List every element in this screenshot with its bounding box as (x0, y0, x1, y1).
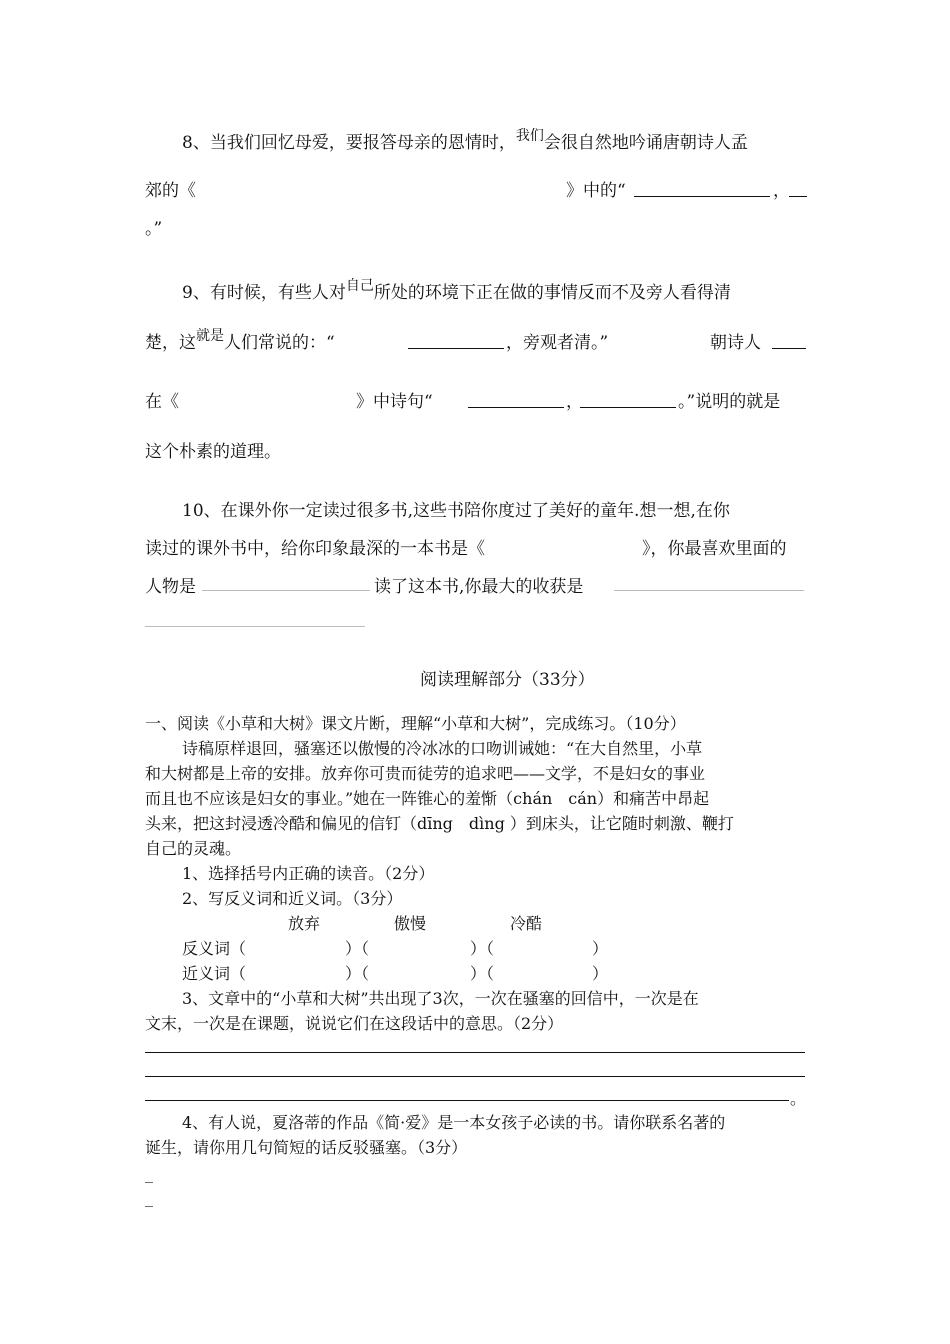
q9-line4 (145, 437, 281, 462)
q4-answer-dash-2-text: _ (145, 1188, 153, 1207)
antonym-paren-3-text: ） (592, 939, 609, 958)
q9-line3-b-wrap (356, 387, 433, 412)
q9-blank-3[interactable] (580, 389, 676, 408)
synonym-paren-1-text: ）（ (345, 964, 370, 983)
word-1-text: 放弃 (288, 914, 321, 933)
antonym-label (182, 936, 246, 959)
passage-line-4 (145, 811, 734, 834)
antonym-label-text: 反义词（ (182, 939, 247, 958)
word-3-text: 冷酷 (510, 914, 543, 933)
q8-text-b: 会很自然地吟诵唐朝诗人孟 (543, 133, 748, 153)
passage-line-2 (145, 761, 705, 784)
q9-line2-b: 人们常说的：“ (224, 333, 335, 353)
reading-q3-line2 (145, 1011, 563, 1034)
word-fangqi (288, 911, 320, 934)
q10-blank-gain-1[interactable] (614, 590, 804, 591)
antonym-paren-1-text: ）（ (345, 939, 370, 958)
reading-heading (145, 711, 686, 734)
q9-blank-2[interactable] (468, 389, 564, 408)
q10-blank-gain-2[interactable] (145, 626, 365, 627)
reading-q2 (182, 886, 402, 909)
synonym-label-text: 近义词（ (182, 964, 247, 983)
word-aoman (394, 911, 426, 934)
q9-raised-word: 自己 (345, 278, 374, 294)
reading-q4-line2 (145, 1135, 467, 1158)
q8-raised-word: 我们 (515, 128, 544, 144)
synonym-paren-3 (592, 961, 608, 984)
reading-q4-line1 (182, 1110, 725, 1133)
q8-blank-1[interactable] (634, 178, 770, 197)
q9-line3-d: 。”说明的就是 (678, 392, 781, 412)
q10-line2-a: 读过的课外书中，给你印象最深的一本书是《 (145, 539, 485, 559)
passage-line-3 (145, 786, 709, 809)
word-lengku (510, 911, 542, 934)
q10-line2-a-wrap (145, 534, 485, 559)
q10-line1 (182, 496, 730, 521)
passage-line-4-text: 头来，把这封浸透冷酷和偏见的信钉（dīng dìng ）到床头，让它随时刺激、鞭打 (145, 814, 734, 833)
q9-line2 (145, 328, 335, 353)
q8-line2-b-wrap (566, 176, 626, 201)
reading-q3-line2-text: 文末，一次是在课题，说说它们在这段话中的意思。（2分） (145, 1014, 564, 1033)
q9-line2-d: 朝诗人 (710, 333, 761, 353)
q10-line3-a: 人物是 (145, 577, 196, 597)
q3-end-period-text: 。 (790, 1089, 807, 1108)
q8-line1 (182, 128, 748, 153)
q9-line4-text: 这个朴素的道理。 (145, 442, 281, 462)
synonym-paren-2 (470, 961, 494, 984)
passage-line-2-text: 和大树都是上帝的安排。放弃你可贵而徒劳的追求吧——文学，不是妇女的事业 (145, 764, 706, 783)
q8-line2 (145, 176, 196, 201)
reading-q1-text: 1、选择括号内正确的读音。（2分） (182, 864, 435, 883)
q8-text-a: 8、当我们回忆母爱，要报答母亲的恩情时， (182, 133, 516, 153)
q4-answer-dash-2[interactable] (145, 1188, 153, 1207)
q10-line1-text: 10、在课外你一定读过很多书,这些书陪你度过了美好的童年.想一想,在你 (182, 501, 730, 521)
q9-text-b: 所处的环境下正在做的事情反而不及旁人看得清 (373, 283, 731, 303)
reading-heading-text: 一、阅读《小草和大树》课文片断，理解“小草和大树”，完成练习。（10分） (145, 714, 686, 733)
synonym-paren-2-text: ）（ (470, 964, 495, 983)
q8-line3-text: 。” (145, 219, 163, 239)
q9-line2-c: ，旁观者清。” (506, 333, 609, 353)
reading-q2-text: 2、写反义词和近义词。（3分） (182, 889, 403, 908)
passage-line-1-text: 诗稿原样退回，骚塞还以傲慢的冷冰冰的口吻训诫她：“在大自然里，小草 (182, 739, 703, 758)
q10-blank-character[interactable] (202, 590, 370, 591)
q9-line2-d-wrap (710, 328, 761, 353)
q8-comma (773, 176, 790, 201)
antonym-paren-2 (470, 936, 494, 959)
q8-line2-a: 郊的《 (145, 181, 196, 201)
q8-comma-text: ， (773, 181, 790, 201)
reading-q3-line1 (182, 986, 699, 1009)
reading-q3-line1-text: 3、文章中的“小草和大树”共出现了3次，一次在骚塞的回信中，一次是在 (182, 989, 699, 1008)
q9-line2-c-wrap (506, 328, 608, 353)
section-title (420, 665, 595, 690)
q10-line3-b: 读了这本书,你最大的收获是 (374, 577, 584, 597)
reading-q1 (182, 861, 434, 884)
q4-answer-dash-1-text: _ (145, 1164, 153, 1183)
passage-line-5-text: 自己的灵魂。 (145, 839, 242, 858)
antonym-paren-3 (592, 936, 608, 959)
q4-answer-dash-1[interactable] (145, 1164, 153, 1183)
q9-blank-poet[interactable] (772, 330, 806, 349)
reading-q4-line1-text: 4、有人说，夏洛蒂的作品《简·爱》是一本女孩子必读的书。请你联系名著的 (182, 1113, 726, 1132)
synonym-paren-1 (345, 961, 369, 984)
q10-line3-b-wrap (374, 572, 583, 597)
q3-answer-line-1[interactable] (145, 1052, 805, 1053)
synonym-paren-3-text: ） (592, 964, 609, 983)
q9-raised-word-2: 就是 (196, 328, 224, 344)
antonym-paren-2-text: ）（ (470, 939, 495, 958)
q9-line3-c: ， (566, 392, 583, 412)
q10-line2-b: 》，你最喜欢里面的 (642, 539, 787, 559)
q10-line3-a-wrap (145, 572, 196, 597)
q9-line3-d-wrap (678, 387, 780, 412)
q9-blank-1[interactable] (408, 330, 504, 349)
synonym-label (182, 961, 246, 984)
q8-line3 (145, 214, 162, 239)
q9-line3-b: 》中诗句“ (356, 392, 433, 412)
q8-line2-b: 》中的“ (566, 181, 626, 201)
q3-answer-line-3[interactable] (145, 1100, 789, 1101)
q9-line2-a: 楚，这 (145, 333, 196, 353)
q8-blank-2[interactable] (789, 178, 807, 197)
passage-line-5 (145, 836, 241, 859)
q9-line3-a: 在《 (145, 392, 179, 412)
reading-q4-line2-text: 诞生，请你用几句简短的话反驳骚塞。（3分） (145, 1138, 468, 1157)
q9-text-a: 9、有时候，有些人对 (182, 283, 346, 303)
antonym-paren-1 (345, 936, 369, 959)
q9-line3-a-wrap (145, 387, 179, 412)
passage-line-3-text: 而且也不应该是妇女的事业。”她在一阵锥心的羞惭（chán cán）和痛苦中昂起 (145, 789, 710, 808)
q10-line2-b-wrap (642, 534, 787, 559)
q3-end-period (790, 1086, 806, 1109)
q9-line1 (182, 278, 731, 303)
passage-line-1 (182, 736, 702, 759)
section-title-text: 阅读理解部分（33分） (420, 670, 595, 690)
q3-answer-line-2[interactable] (145, 1076, 805, 1077)
word-2-text: 傲慢 (394, 914, 427, 933)
